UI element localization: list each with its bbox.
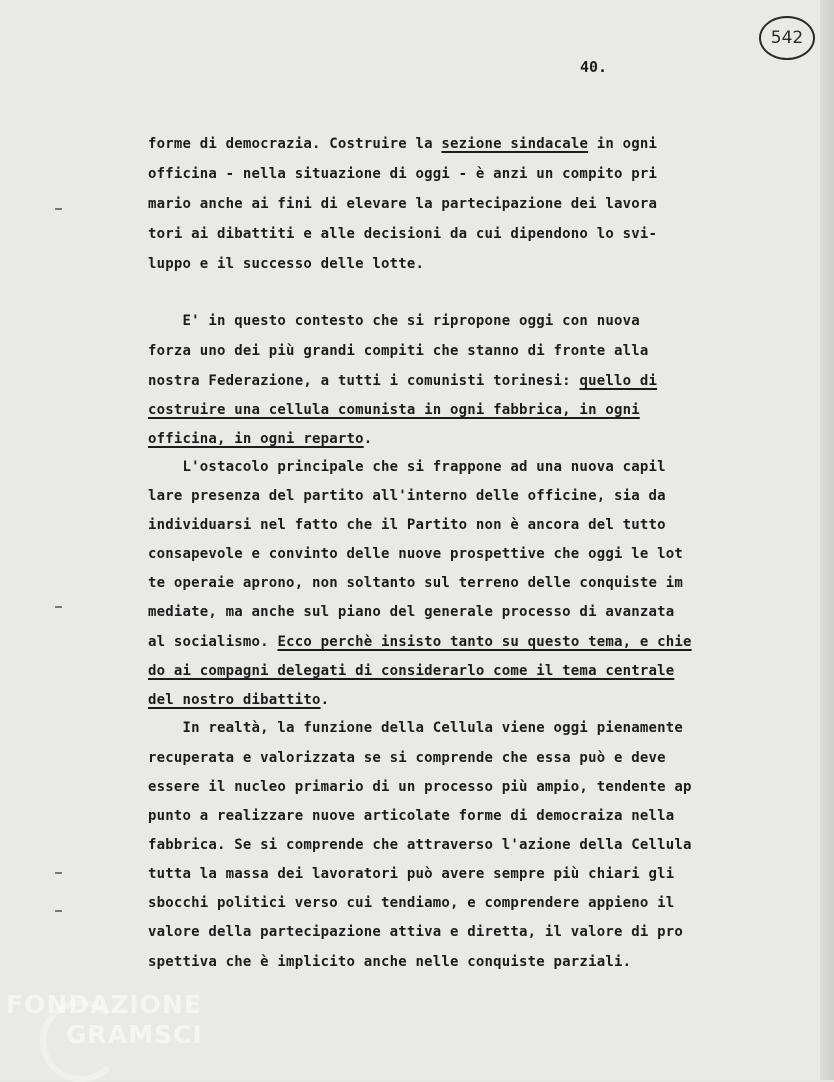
- text-line: nostra Federazione, a tutti i comunisti torinesi: quello di: [148, 373, 658, 389]
- text-line: tori ai dibattiti e alle decisioni da cui dipendono lo svi-: [148, 226, 658, 242]
- text-line: forza uno dei più grandi compiti che stanno di fronte alla: [148, 343, 649, 359]
- text-line: mediate, ma anche sul piano del generale processo di avanzata: [148, 604, 675, 620]
- text-line: individuarsi nel fatto che il Partito non è ancora del tutto: [148, 517, 666, 533]
- text-line: In realtà, la funzione della Cellula viene oggi pienamente: [148, 720, 683, 736]
- text-line: officina, in ogni reparto.: [148, 431, 373, 447]
- text-line: tutta la massa dei lavoratori può avere sempre più chiari gli: [148, 866, 675, 882]
- page-edge: [820, 0, 834, 1080]
- underlined-phrase: costruire una cellula comunista in ogni fabbrica, in ogni: [148, 402, 640, 418]
- text-line: del nostro dibattito.: [148, 692, 330, 708]
- text-line: spettiva che è implicito anche nelle conquiste parziali.: [148, 954, 632, 970]
- underlined-phrase: officina, in ogni reparto: [148, 431, 364, 447]
- watermark-line-1: FONDAZIONE: [6, 990, 203, 1019]
- page-number: 40.: [580, 58, 608, 76]
- watermark: [6, 990, 203, 1050]
- text-line: [148, 402, 640, 418]
- text-line: [148, 663, 674, 679]
- text-line: mario anche ai fini di elevare la partecipazione dei lavora: [148, 196, 658, 212]
- text-line: consapevole e convinto delle nuove prospettive che oggi le lot: [148, 546, 683, 562]
- underlined-phrase: sezione sindacale: [441, 136, 589, 152]
- underlined-phrase: del nostro dibattito: [148, 692, 321, 708]
- text-line: E' in questo contesto che si ripropone oggi con nuova: [148, 313, 640, 329]
- text-line: L'ostacolo principale che si frappone ad una nuova capil: [148, 459, 666, 475]
- underlined-phrase: Ecco perchè insisto tanto su questo tema, e chie: [277, 634, 692, 650]
- text-line: essere il nucleo primario di un processo più ampio, tendente ap: [148, 779, 692, 795]
- text-line: te operaie aprono, non soltanto sul terreno delle conquiste im: [148, 575, 683, 591]
- text-line: valore della partecipazione attiva e diretta, il valore di pro: [148, 924, 683, 940]
- watermark-line-2: GRAMSCI: [66, 1020, 203, 1049]
- text-line: forme di democrazia. Costruire la sezione sindacale in ogni: [148, 136, 658, 152]
- text-line: fabbrica. Se si comprende che attraverso l'azione della Cellula: [148, 837, 692, 853]
- archive-stamp: 542: [759, 16, 815, 60]
- text-line: lare presenza del partito all'interno delle officine, sia da: [148, 488, 666, 504]
- text-line: officina - nella situazione di oggi - è anzi un compito pri: [148, 166, 658, 182]
- margin-mark: [55, 606, 62, 608]
- text-line: sbocchi politici verso cui tendiamo, e comprendere appieno il: [148, 895, 675, 911]
- margin-mark: [55, 872, 62, 874]
- underlined-phrase: do ai compagni delegati di considerarlo come il tema centrale: [148, 663, 675, 679]
- text-line: luppo e il successo delle lotte.: [148, 256, 425, 272]
- text-line: punto a realizzare nuove articolate forme di democraiza nella: [148, 808, 675, 824]
- underlined-phrase: quello di: [579, 373, 658, 389]
- margin-mark: [55, 910, 62, 912]
- text-line: al socialismo. Ecco perchè insisto tanto su questo tema, e chie: [148, 634, 692, 650]
- text-line: recuperata e valorizzata se si comprende che essa può e deve: [148, 750, 666, 766]
- margin-mark: [55, 208, 62, 210]
